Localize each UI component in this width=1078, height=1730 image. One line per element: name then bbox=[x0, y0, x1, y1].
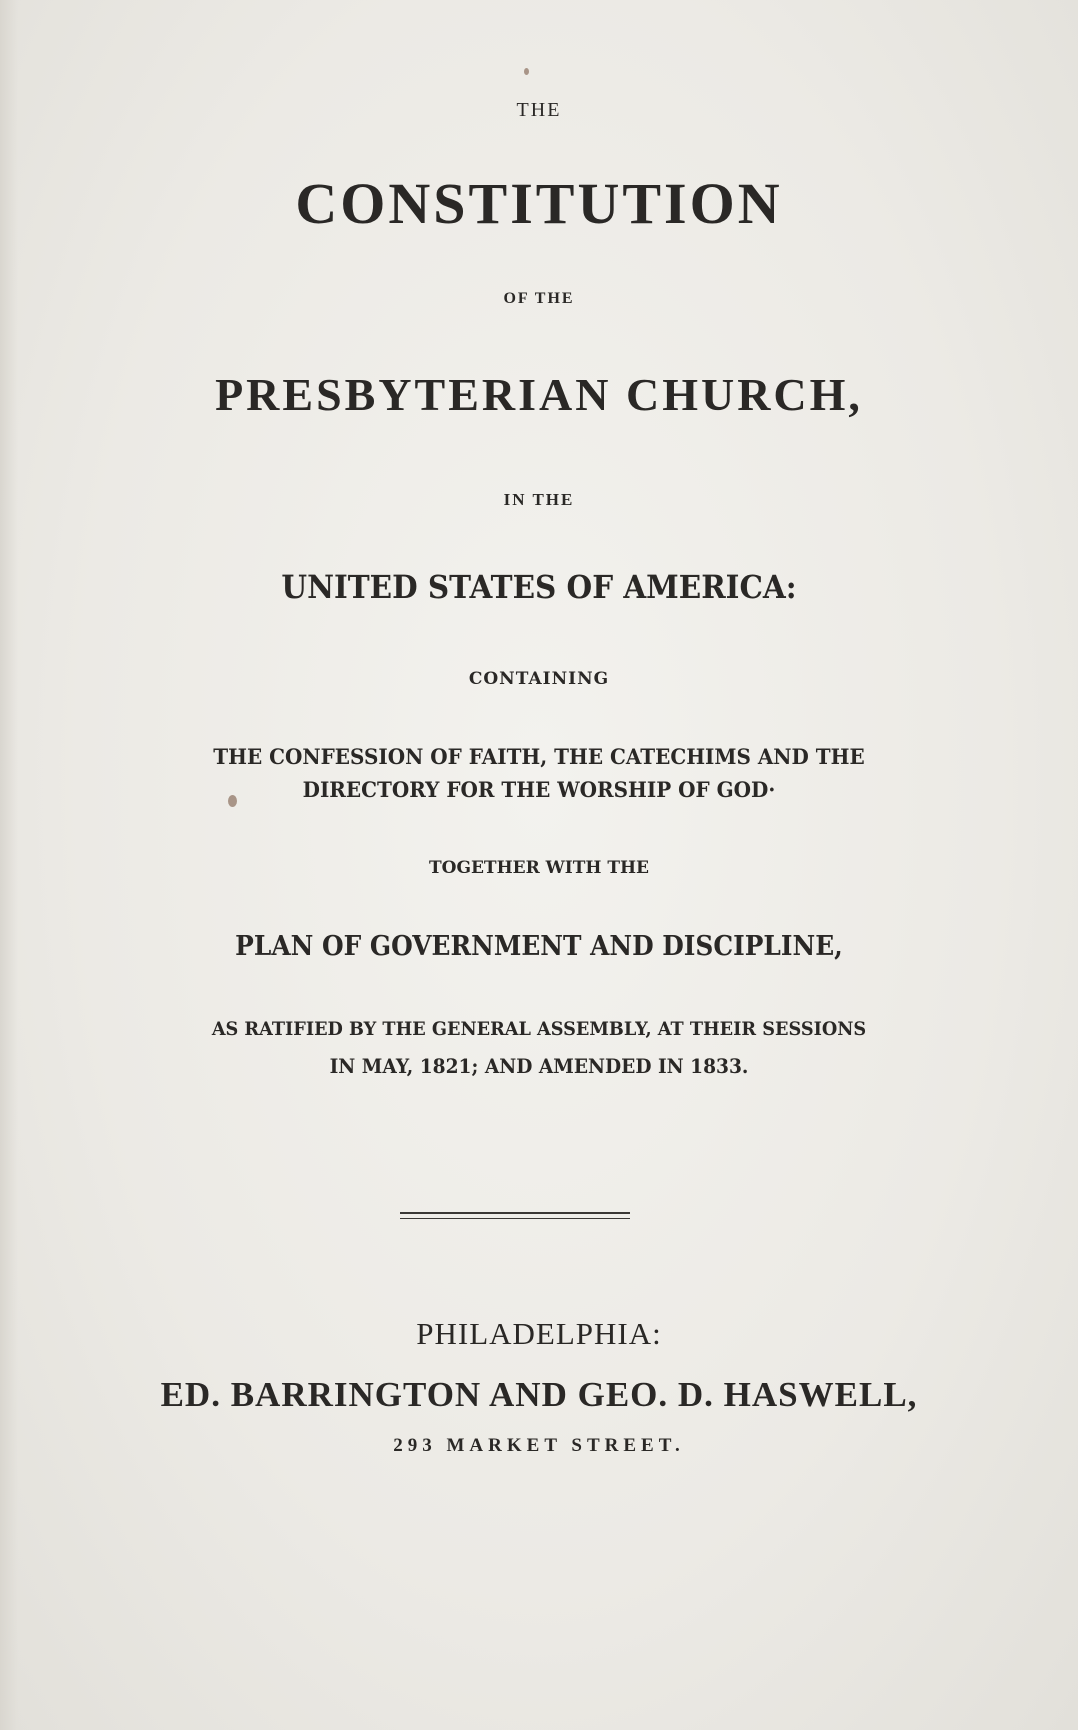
title-in-the: IN THE bbox=[503, 490, 575, 509]
ratified-line-1: AS RATIFIED BY THE GENERAL ASSEMBLY, AT THEIR SESSIONS bbox=[211, 1018, 867, 1040]
title-of-the: OF THE bbox=[503, 290, 575, 307]
contents-line-2: DIRECTORY FOR THE WORSHIP OF GOD· bbox=[302, 777, 776, 802]
imprint-address: 293 MARKET STREET. bbox=[393, 1435, 685, 1456]
plan-of-government: PLAN OF GOVERNMENT AND DISCIPLINE, bbox=[235, 931, 843, 962]
paper-stain bbox=[524, 68, 529, 75]
imprint-publishers: ED. BARRINGTON AND GEO. D. HASWELL, bbox=[160, 1375, 918, 1414]
title-church: PRESBYTERIAN CHURCH, bbox=[215, 369, 863, 420]
together-with: TOGETHER WITH THE bbox=[429, 858, 649, 878]
imprint-city: PHILADELPHIA: bbox=[416, 1316, 662, 1351]
double-rule-divider bbox=[400, 1212, 630, 1219]
title-containing: CONTAINING bbox=[468, 669, 610, 689]
title-the: THE bbox=[516, 99, 562, 121]
contents-line-1: THE CONFESSION OF FAITH, THE CATECHIMS AND THE bbox=[213, 744, 865, 769]
title-country: UNITED STATES OF AMERICA: bbox=[281, 568, 797, 606]
ratified-line-2: IN MAY, 1821; AND AMENDED IN 1833. bbox=[329, 1054, 749, 1078]
title-constitution: CONSTITUTION bbox=[295, 171, 783, 236]
